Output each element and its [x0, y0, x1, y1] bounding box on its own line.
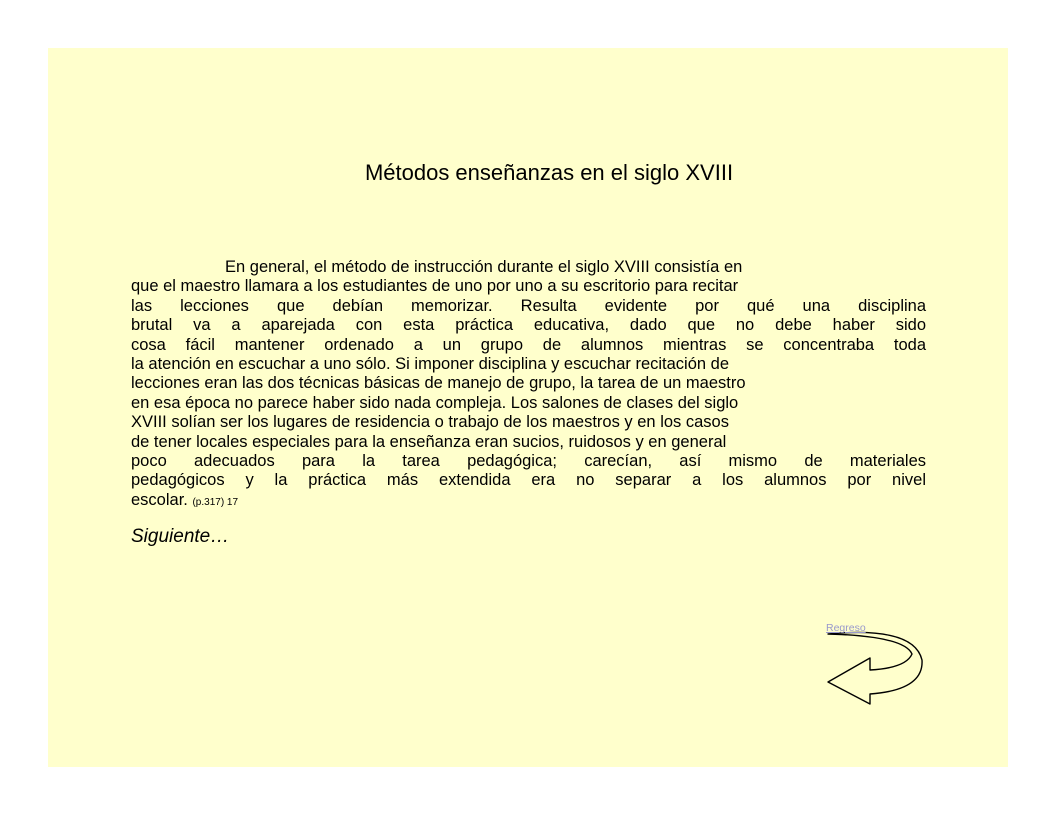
- page-title: Métodos enseñanzas en el siglo XVIII: [364, 160, 734, 185]
- paragraph-line: que el maestro llamara a los estudiantes de uno por uno a su escritorio para recitar: [131, 277, 739, 296]
- paragraph-end-text: escolar.: [131, 490, 188, 509]
- paragraph-line: cosa fácil mantener ordenado a un grupo de alumnos mientras se concentraba toda: [131, 335, 926, 354]
- paragraph-line: brutal va a aparejada con esta práctica educativa, dado que no debe haber sido: [131, 316, 926, 335]
- curved-back-arrow-icon: [826, 622, 926, 710]
- paragraph-last-line: [131, 491, 926, 512]
- back-link-label[interactable]: Regreso: [826, 622, 866, 634]
- citation: (p.317) 17: [192, 496, 239, 508]
- paragraph-line: En general, el método de instrucción durante el siglo XVIII consistía en: [225, 258, 743, 276]
- paragraph-line: las lecciones que debían memorizar. Resulta evidente por qué una disciplina: [131, 296, 926, 315]
- paragraph-line: poco adecuados para la tarea pedagógica; carecían, así mismo de materiales: [131, 452, 926, 471]
- paragraph-line: XVIII solían ser los lugares de residencia o trabajo de los maestros y en los casos: [131, 413, 729, 432]
- body-paragraph: [131, 258, 926, 512]
- slide: [48, 48, 1008, 767]
- paragraph-line: en esa época no parece haber sido nada compleja. Los salones de clases del siglo: [131, 393, 739, 412]
- paragraph-line: la atención en escuchar a uno sólo. Si imponer disciplina y escuchar recitación de: [131, 355, 730, 374]
- paragraph-line: pedagógicos y la práctica más extendida era no separar a los alumnos por nivel: [131, 471, 926, 490]
- paragraph-line: de tener locales especiales para la enseñanza eran sucios, ruidosos y en general: [131, 432, 727, 451]
- paragraph-line: lecciones eran las dos técnicas básicas de manejo de grupo, la tarea de un maestro: [131, 374, 746, 393]
- next-link[interactable]: Siguiente…: [131, 526, 230, 547]
- back-button[interactable]: [826, 622, 926, 710]
